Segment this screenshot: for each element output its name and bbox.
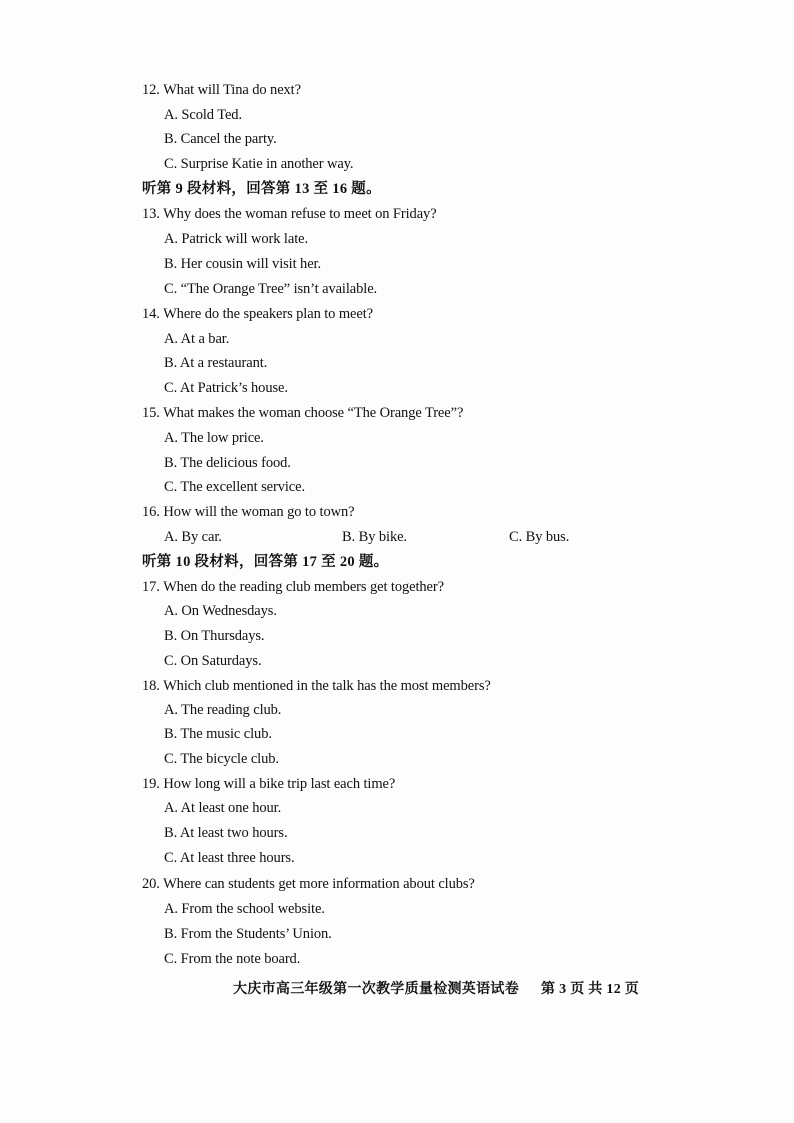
option-18-b: B. The music club. [164,726,272,742]
option-16-a: A. By car. [164,529,222,545]
option-18-c: C. The bicycle club. [164,751,279,767]
question-19: 19. How long will a bike trip last each time? [142,776,396,792]
option-19-a: A. At least one hour. [164,800,282,816]
option-17-a: A. On Wednesdays. [164,603,277,619]
page-footer [233,978,639,998]
option-14-a: A. At a bar. [164,331,230,347]
option-15-a: A. The low price. [164,430,264,446]
question-18: 18. Which club mentioned in the talk has the most members? [142,678,491,694]
option-16-c: C. By bus. [509,529,570,545]
option-15-b: B. The delicious food. [164,455,291,471]
option-18-a: A. The reading club. [164,702,282,718]
footer-page-number: 第 3 页 共 12 页 [541,982,640,997]
question-15: 15. What makes the woman choose “The Orange Tree”? [142,405,464,421]
option-17-b: B. On Thursdays. [164,628,265,644]
option-14-b: B. At a restaurant. [164,355,268,371]
section-heading-10: 听第 10 段材料，回答第 17 至 20 题。 [142,554,389,570]
question-13: 13. Why does the woman refuse to meet on Friday? [142,206,437,222]
option-14-c: C. At Patrick’s house. [164,380,288,396]
question-16: 16. How will the woman go to town? [142,504,355,520]
question-17: 17. When do the reading club members get together? [142,579,444,595]
option-13-a: A. Patrick will work late. [164,231,308,247]
question-14: 14. Where do the speakers plan to meet? [142,306,373,322]
option-12-c: C. Surprise Katie in another way. [164,156,354,172]
option-20-b: B. From the Students’ Union. [164,926,332,942]
question-20: 20. Where can students get more information about clubs? [142,876,475,892]
option-19-c: C. At least three hours. [164,850,295,866]
option-19-b: B. At least two hours. [164,825,288,841]
option-15-c: C. The excellent service. [164,479,305,495]
option-13-c: C. “The Orange Tree” isn’t available. [164,281,378,297]
option-13-b: B. Her cousin will visit her. [164,256,321,272]
option-12-b: B. Cancel the party. [164,131,277,147]
option-12-a: A. Scold Ted. [164,107,242,123]
option-20-a: A. From the school website. [164,901,325,917]
option-17-c: C. On Saturdays. [164,653,262,669]
option-16-b: B. By bike. [342,529,407,545]
section-heading-9: 听第 9 段材料，回答第 13 至 16 题。 [142,181,381,197]
question-12: 12. What will Tina do next? [142,82,301,98]
footer-title: 大庆市高三年级第一次教学质量检测英语试卷 [233,982,519,997]
option-20-c: C. From the note board. [164,951,301,967]
